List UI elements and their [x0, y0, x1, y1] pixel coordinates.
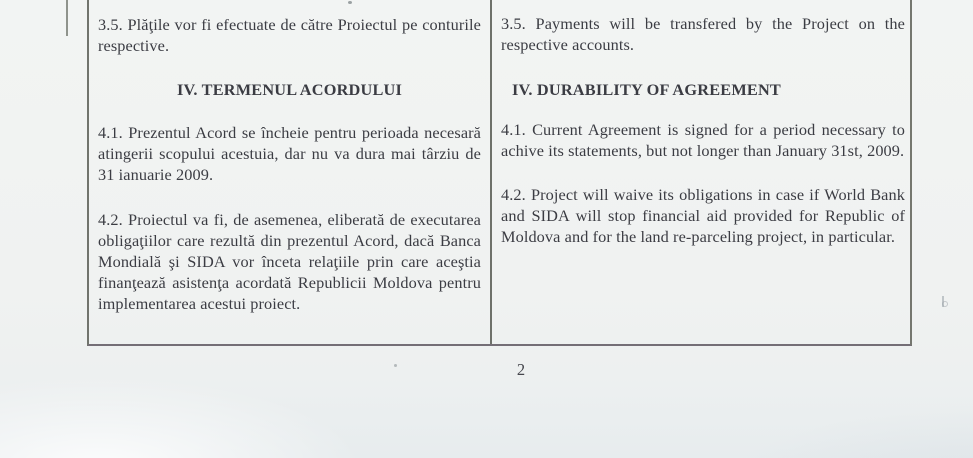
- column-divider: [490, 0, 492, 344]
- section-4-2-ro: 4.2. Proiectul va fi, de asemenea, eliberată de executarea obligaţiilor care rezultă din prezentul Acord, dacă Banca Mondială şi SIDA vor înceta relaţiile prin care aceştia finanţează asistenţa acordată Republicii Moldova pentru implementarea acestui proiect.: [98, 210, 481, 313]
- heading-section-iv-ro: IV. TERMENUL ACORDULUI: [177, 80, 402, 99]
- section-4-1-ro: 4.1. Prezentul Acord se încheie pentru perioada necesară atingerii scopului acestuia, dar nu va dura mai târziu de 31 ianuarie 2009.: [98, 123, 481, 184]
- column-english: [501, 0, 905, 247]
- page-number: 2: [516, 360, 526, 379]
- page-edge-artifact: [66, 0, 68, 36]
- section-3-5-en: 3.5. Payments will be transfered by the Project on the respective accounts.: [501, 14, 905, 54]
- scan-speck-artifact: [394, 364, 397, 367]
- heading-section-iv-en: IV. DURABILITY OF AGREEMENT: [512, 80, 781, 99]
- section-3-5-ro: 3.5. Plăţile vor fi efectuate de către Proiectul pe conturile respective.: [98, 15, 481, 55]
- section-4-1-en: 4.1. Current Agreement is signed for a period necessary to achive its statements, but not longer than January 31st, 2009.: [501, 120, 905, 160]
- column-romanian: [98, 0, 481, 314]
- scan-speck-artifact: [348, 1, 352, 4]
- scan-smudge-artifact: [942, 296, 949, 307]
- section-4-2-en: 4.2. Project will waive its obligations in case if World Bank and SIDA will stop financial aid provided for Republic of Moldova and for the land re-parceling project, in particular.: [501, 185, 905, 246]
